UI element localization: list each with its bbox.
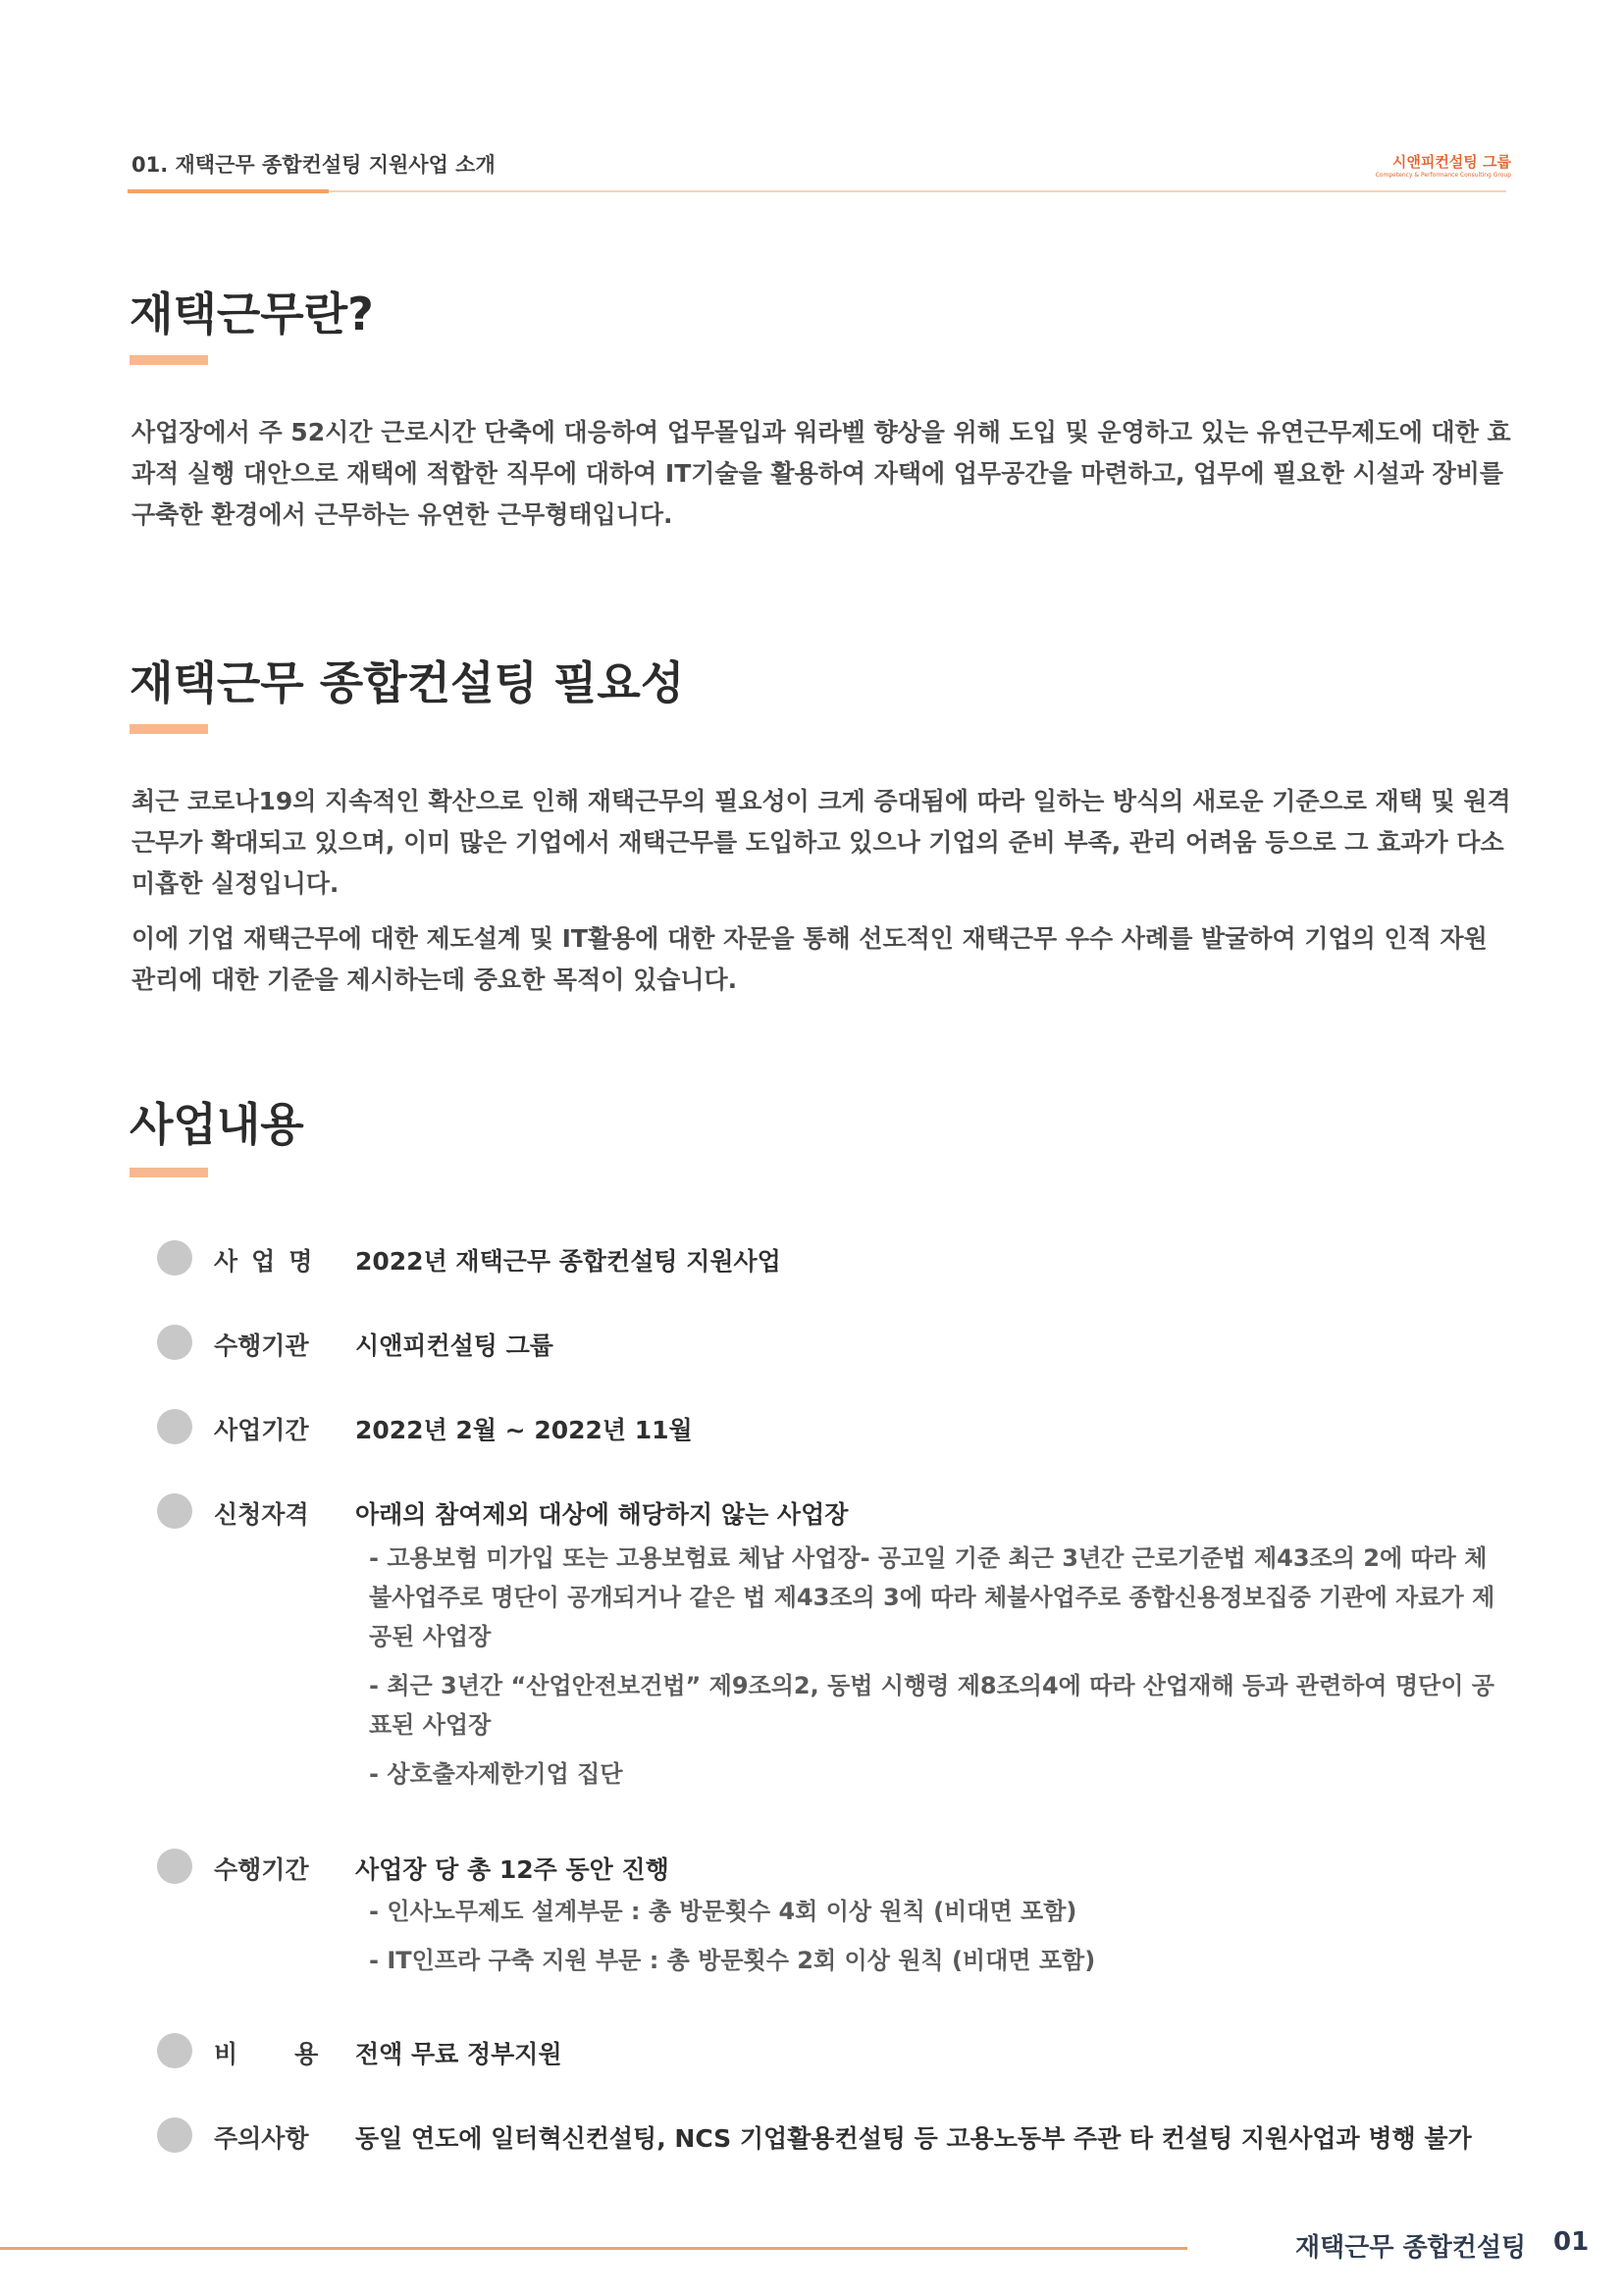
sub-item: - 고용보험 미가입 또는 고용보험료 체납 사업장- 공고일 기준 최근 3년간 근로기준법 제43조의 2에 따라 체불사업주로 명단이 공개되거나 같은 법 제43조의 3에 따라 체불사업주로 종합신용정보집중 기관에 자료가 제공된 사업장 — [369, 1544, 1495, 1650]
section-paragraph: 이에 기업 재택근무에 대한 제도설계 및 IT활용에 대한 자문을 통해 선도적인 재택근무 우수 사례를 발굴하여 기업의 인적 자원 관리에 대한 기준을 제시하는데 중요한 목적이 있습니다. — [131, 924, 1488, 994]
section-title-necessity: 재택근무 종합컨설팅 필요성 — [130, 656, 685, 709]
footer-title: 재택근무 종합컨설팅 — [1295, 2233, 1527, 2263]
item-value: 아래의 참여제외 대상에 해당하지 않는 사업장 — [355, 1500, 849, 1529]
item-label: 비용 — [214, 2040, 376, 2068]
bullet-circle-icon — [157, 2033, 192, 2068]
item-value: 2022년 2월 ~ 2022년 11월 — [355, 1416, 693, 1444]
section-underline — [130, 1168, 208, 1177]
item-label: 수행기관 — [214, 1331, 309, 1360]
sub-item: - 최근 3년간 “산업안전보건법” 제9조의2, 동법 시행령 제8조의4에 따라 산업재해 등과 관련하여 명단이 공표된 사업장 — [369, 1672, 1494, 1739]
item-value: 동일 연도에 일터혁신컨설팅, NCS 기업활용컨설팅 등 고용노동부 주관 타 컨설팅 지원사업과 병행 불가 — [355, 2124, 1472, 2153]
logo-main-text: 시앤피컨설팅 그룹 — [1391, 153, 1511, 171]
sub-item: - IT인프라 구축 지원 부문 : 총 방문횟수 2회 이상 원칙 (비대면 포함) — [369, 1947, 1096, 1974]
section-title-business: 사업내용 — [130, 1098, 304, 1151]
bullet-circle-icon — [157, 2117, 192, 2153]
bullet-circle-icon — [157, 1493, 192, 1529]
sub-item: - 상호출자제한기업 집단 — [369, 1760, 623, 1788]
item-value: 시앤피컨설팅 그룹 — [355, 1331, 553, 1360]
section-paragraph: 최근 코로나19의 지속적인 확산으로 인해 재택근무의 필요성이 크게 증대됨에 따라 일하는 방식의 새로운 기준으로 재택 및 원격 근무가 확대되고 있으며, 이미 많은 기업에서 재택근무를 도입하고 있으나 기업의 준비 부족, 관리 어려움 등으로 그 효과가 다소 미흡한 실정입니다. — [131, 787, 1511, 898]
item-label: 사업명 — [214, 1247, 327, 1276]
page-number: 01 — [1553, 2227, 1590, 2257]
bullet-circle-icon — [157, 1409, 192, 1444]
bullet-circle-icon — [157, 1849, 192, 1884]
company-logo — [1354, 153, 1511, 183]
section-title-telework: 재택근무란? — [130, 287, 374, 340]
section-paragraph: 사업장에서 주 52시간 근로시간 단축에 대응하여 업무몰입과 워라벨 향상을 위해 도입 및 운영하고 있는 유연근무제도에 대한 효과적 실행 대안으로 재택에 적합한 직무에 대하여 IT기술을 활용하여 자택에 업무공간을 마련하고, 업무에 필요한 시설과 장비를 구축한 환경에서 근무하는 유연한 근무형태입니다. — [131, 418, 1511, 529]
section-underline — [130, 355, 208, 365]
header-divider — [128, 190, 1506, 192]
logo-sub-text: Competency & Performance Consulting Group — [1375, 172, 1511, 179]
item-label: 신청자격 — [214, 1500, 309, 1529]
bullet-circle-icon — [157, 1325, 192, 1360]
item-value: 2022년 재택근무 종합컨설팅 지원사업 — [355, 1247, 781, 1276]
item-label: 주의사항 — [214, 2124, 309, 2153]
section-underline — [130, 724, 208, 734]
header-divider-accent — [128, 189, 329, 193]
bullet-circle-icon — [157, 1240, 192, 1276]
item-value: 사업장 당 총 12주 동안 진행 — [355, 1855, 669, 1884]
header-title: 01. 재택근무 종합컨설팅 지원사업 소개 — [131, 153, 496, 177]
footer-divider — [0, 2247, 1187, 2250]
item-label: 사업기간 — [214, 1416, 309, 1444]
item-label: 수행기간 — [214, 1855, 309, 1884]
sub-item: - 인사노무제도 설계부문 : 총 방문횟수 4회 이상 원칙 (비대면 포함) — [369, 1898, 1077, 1925]
item-value: 전액 무료 정부지원 — [355, 2040, 562, 2068]
